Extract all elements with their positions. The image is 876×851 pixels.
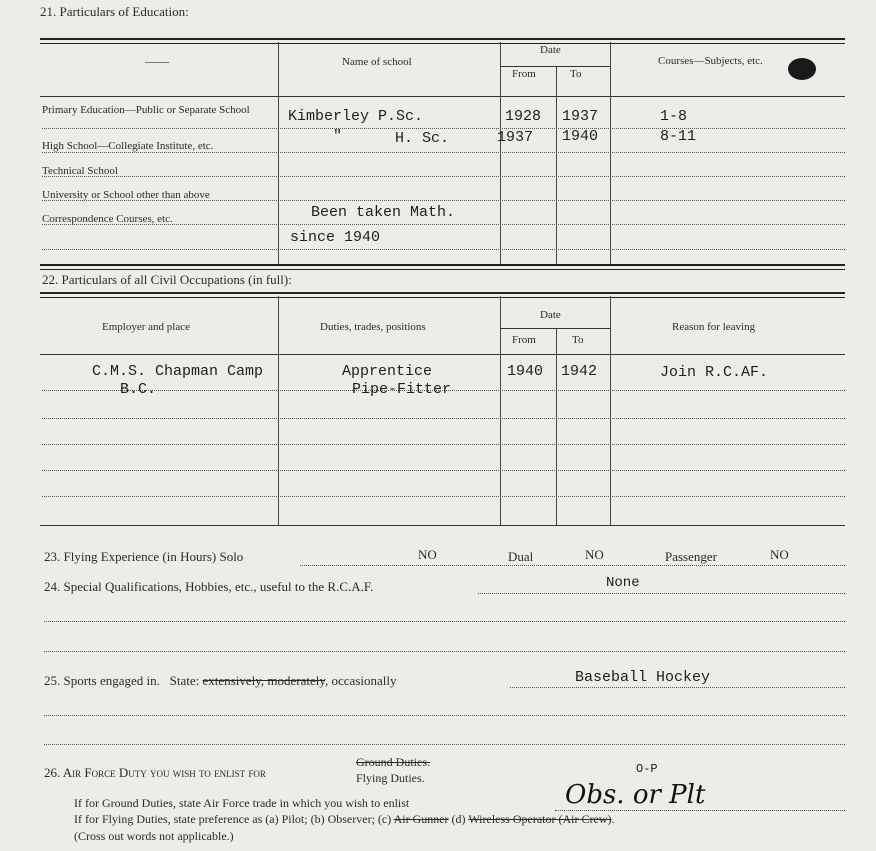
occupation-from: 1940 [507,363,544,380]
header-date: Date [540,309,561,321]
duties-cont: Pipe-Fitter [352,381,452,398]
row-line [44,621,845,622]
sports-label: 25. Sports engaged in. [44,673,160,688]
high-from: 1937 [497,129,534,146]
special-value: None [606,575,640,591]
divider [40,264,845,270]
column-line [278,296,279,525]
row-line [42,176,845,177]
column-line [610,296,611,525]
preference-annotation: O-P [636,762,658,776]
header-to: To [570,68,582,80]
column-line [610,42,611,264]
header-name-of-school: Name of school [342,56,412,68]
row-line [42,128,845,129]
row-line [44,651,845,652]
occupations-title: 22. Particulars of all Civil Occupations (in full): [42,272,292,287]
row-line [42,249,845,250]
primary-school-name: Kimberley P.Sc. [288,108,424,125]
divider [40,38,845,44]
divider [40,292,845,298]
divider [40,354,845,355]
header-dash: —— [145,54,169,68]
header-from: From [512,68,536,80]
row-line [42,418,845,419]
header-from: From [512,334,536,346]
high-school-ditto: " [333,128,343,145]
divider [500,328,610,329]
duty-label: 26. Air Force Duty you wish to enlist for [44,765,266,780]
ground-trade-prompt: If for Ground Duties, state Air Force trade in which you wish to enlist [74,796,410,810]
option-d: (d) [448,812,469,826]
flying-preference-text: If for Flying Duties, state preference as (a) Pilot; (b) Observer; (c) [74,812,394,826]
occupation-to: 1942 [561,363,598,380]
row-line [478,593,845,594]
header-to: To [572,334,584,346]
education-title: 21. Particulars of Education: [40,4,189,19]
sports-state: State: [169,673,200,688]
flying-dual: NO [585,547,604,562]
dual-label: Dual [508,549,534,564]
sports-value: Baseball Hockey [575,669,711,686]
row-line [555,810,845,811]
edu-label-correspondence: Correspondence Courses, etc. [42,213,173,225]
row-line [42,496,845,497]
row-line [42,470,845,471]
correspondence-name-cont: since 1940 [290,229,381,246]
header-courses: Courses—Subjects, etc. [658,55,763,67]
ink-blot [788,58,816,80]
divider [40,96,845,97]
row-line [300,565,845,566]
ground-duties-text: Ground Duties. [356,755,430,769]
header-duties: Duties, trades, positions [320,321,426,333]
row-line [44,715,845,716]
special-label: 24. Special Qualifications, Hobbies, etc., useful to the R.C.A.F. [44,579,374,594]
employer-name: C.M.S. Chapman Camp [92,363,264,380]
row-line [42,152,845,153]
divider [500,66,610,67]
passenger-label: Passenger [665,549,717,564]
sports-line [44,674,397,689]
primary-from: 1928 [505,108,542,125]
header-reason: Reason for leaving [672,321,756,333]
edu-label-university: University or School other than above [42,189,210,201]
edu-label-high: High School—Collegiate Institute, etc. [42,140,214,152]
wireless-operator-struck: Wireless Operator (Air Crew) [468,812,612,826]
correspondence-name: Been taken Math. [311,204,456,221]
row-line [510,687,845,688]
cross-out-note: (Cross out words not applicable.) [74,829,234,843]
flying-duties: Flying Duties. [356,771,425,785]
duties: Apprentice [342,363,433,380]
column-line [500,42,501,264]
edu-label-technical: Technical School [42,165,118,177]
flying-label: 23. Flying Experience (in Hours) Solo [44,549,244,564]
column-line [500,296,501,525]
high-courses: 8-11 [660,128,697,145]
column-line [556,66,557,264]
header-employer: Employer and place [102,321,190,333]
flying-solo: NO [418,547,437,562]
flying-preference-line [74,813,614,827]
period: . [611,812,615,826]
primary-courses: 1-8 [660,108,688,125]
row-line [44,744,845,745]
primary-to: 1937 [562,108,599,125]
high-school-name: H. Sc. [395,130,450,147]
handwritten-preference: Obs. or Plt [565,780,706,810]
ground-duties [356,756,430,770]
sports-tail: , occasionally [325,673,397,688]
high-to: 1940 [562,128,599,145]
row-line [42,224,845,225]
header-date: Date [540,44,561,56]
employer-place: B.C. [120,381,157,398]
reason-for-leaving: Join R.C.AF. [660,364,769,381]
divider [40,525,845,526]
edu-label-primary: Primary Education—Public or Separate School [42,104,250,116]
column-line [278,42,279,264]
air-gunner-struck: Air Gunner [393,812,449,826]
row-line [42,200,845,201]
row-line [42,444,845,445]
sports-struck: extensively, moderately [202,673,326,688]
flying-passenger: NO [770,547,789,562]
